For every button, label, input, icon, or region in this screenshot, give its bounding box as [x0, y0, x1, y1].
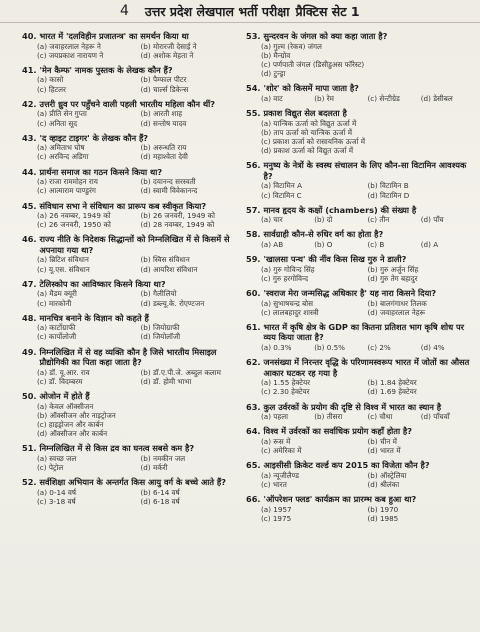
question-item: [246, 254, 470, 283]
question-number: 65.: [246, 460, 261, 471]
question-number: 44.: [22, 166, 37, 177]
answer-option: (c) 3-18 वर्ष: [37, 496, 76, 506]
answer-options: [246, 471, 470, 489]
question-text: निम्नलिखित में से वह व्यक्ति कौन है जिसे भारतीय मिसाइल प्रौद्योगिकी का पिता कहा जाता है?: [39, 346, 217, 368]
answer-option: (b) 1.84 हेक्टेयर: [367, 378, 417, 388]
question-text: संविधान सभा ने संविधान का प्रारूप कब स्वीकृत किया?: [39, 200, 207, 211]
question-text: ओजोन में होते हैं: [39, 391, 90, 402]
answer-option: (a) विटामिन A: [261, 181, 302, 191]
question-text: राज्य नीति के निदेशक सिद्धान्तों को निम्नलिखित में से किसमें से अपनाया गया था?: [39, 234, 230, 255]
question-item: [22, 313, 240, 342]
question-line: [246, 288, 470, 299]
question-text: भारत में कृषि क्षेत्र के GDP का कितना प्रतिशत भाग कृषि शोध पर व्यय किया जाता है?: [263, 321, 465, 343]
question-number: 63.: [246, 401, 261, 412]
question-text: विश्व में उर्वरकों का सर्वाधिक प्रयोग कहाँ होता है?: [263, 426, 413, 437]
answer-option: (b) 26 जनवरी, 1949 को: [140, 211, 216, 221]
question-number: 48.: [22, 312, 37, 323]
question-number: 57.: [246, 204, 261, 215]
answer-option: (a) प्रीति सेन गुप्ता: [37, 109, 87, 119]
left-question-column: [22, 31, 240, 528]
answer-options: [246, 240, 470, 249]
answer-options: [22, 255, 240, 273]
question-number: 61.: [246, 321, 261, 332]
answer-option: (b) विटामिन B: [367, 181, 409, 191]
question-item: [246, 402, 470, 422]
answer-option: (d) जियोलॉजी: [140, 332, 181, 342]
answer-option: (a) 1957: [261, 504, 292, 514]
question-number: 43.: [22, 132, 37, 143]
question-number: 54.: [246, 83, 261, 94]
answer-option: (a) AB: [261, 239, 284, 249]
question-item: [246, 426, 470, 455]
question-item: [246, 31, 470, 78]
answer-option: (d) पाँचवाँ: [420, 412, 450, 422]
answer-option: (d) स्वामी विवेकानन्द: [140, 186, 198, 196]
answer-option: (b) जियोग्राफी: [140, 323, 180, 333]
answer-option: (a) सुभाषचन्द्र बोस: [261, 298, 313, 308]
question-text: मनुष्य के नेत्रों के स्वस्थ संचालन के लिए कौन-सा विटामिन आवश्यक है?: [263, 160, 467, 181]
question-item: [246, 205, 470, 225]
answer-option: (d) मर्करी: [140, 463, 168, 473]
question-text: 'शोर' को किसमें मापा जाता है?: [263, 83, 359, 94]
answer-option: (c) 2.30 हेक्टेयर: [261, 387, 310, 397]
question-item: [246, 494, 470, 523]
answer-options: [22, 323, 240, 341]
answer-option: (c) अनिता सूद: [37, 118, 78, 128]
answer-options: [22, 177, 240, 195]
answer-option: (a) चार: [261, 215, 283, 225]
question-line: [22, 477, 240, 488]
answer-option: (d) 4%: [420, 342, 445, 352]
answer-option: (b) ऑक्सीजन और नाइट्रोजन: [37, 410, 116, 420]
question-text: निम्नलिखित में से किस द्रव का घनत्व सबसे कम है?: [39, 443, 195, 454]
question-line: [246, 460, 470, 471]
question-number: 49.: [22, 346, 37, 357]
answer-options: [246, 299, 470, 317]
answer-option: (c) हिटलर: [37, 84, 66, 94]
answer-option: (b) डॉ.ए.पी.जे. अब्दुल कलाम: [140, 367, 221, 377]
answer-option: (a) न्यूजीलैण्ड: [261, 470, 299, 480]
question-item: [22, 167, 240, 196]
question-number: 64.: [246, 426, 261, 437]
question-item: [246, 460, 470, 489]
question-number: 59.: [246, 254, 261, 265]
question-item: [246, 108, 470, 155]
question-line: [22, 347, 240, 368]
answer-options: [246, 437, 470, 455]
question-text: सार्वग्राही कौन-से रुधिर वर्ग का होता है?: [263, 229, 384, 240]
answer-option: (c) आत्माराम पाण्डुरंग: [37, 186, 96, 196]
question-text: कुल उर्वरकों के प्रयोग की दृष्टि से विश्व में भारत का स्थान है: [263, 401, 442, 412]
question-columns: [0, 23, 480, 528]
answer-options: [22, 289, 240, 307]
answer-options: [246, 181, 470, 199]
question-line: [22, 313, 240, 324]
answer-option: (c) 1975: [261, 513, 292, 523]
question-line: [246, 205, 470, 216]
answer-option: (a) रूस में: [261, 436, 291, 446]
question-item: [246, 288, 470, 317]
question-item: [246, 322, 470, 352]
question-line: [246, 229, 470, 240]
answer-option: (c) भारत: [261, 479, 287, 489]
question-line: [22, 133, 240, 144]
answer-option: (a) स्वच्छ जल: [37, 453, 77, 463]
answer-option: (b) 1970: [367, 504, 399, 514]
answer-options: [22, 75, 240, 93]
answer-option: (c) तीन: [367, 215, 390, 225]
question-line: [246, 402, 470, 413]
answer-option: (a) वाट: [261, 93, 283, 103]
question-number: 55.: [246, 108, 261, 119]
answer-option: (b) ताप ऊर्जा को यान्त्रिक ऊर्जा में: [261, 127, 352, 137]
question-item: [22, 347, 240, 386]
answer-options: [22, 488, 240, 506]
answer-option: (a) मैडम क्यूरी: [37, 289, 77, 299]
answer-option: (c) लालबहादुर शास्त्री: [261, 307, 319, 317]
question-text: उत्तरी ध्रुव पर पहुँचने वाली पहली भारतीय महिला कौन थीं?: [39, 98, 215, 109]
answer-option: (a) 26 नवम्बर, 1949 को: [37, 211, 111, 221]
answer-option: (d) डेसीबल: [420, 93, 453, 103]
question-text: प्रकाश विद्युत सेल बदलता है: [263, 108, 347, 119]
answer-option: (d) 1.69 हेक्टेयर: [367, 387, 417, 397]
page-number: 4: [120, 3, 129, 19]
question-number: 41.: [22, 64, 37, 75]
answer-option: (c) 26 जनवरी, 1950 को: [37, 220, 111, 230]
answer-option: (d) टुन्ड्रा: [261, 69, 286, 79]
question-line: [246, 160, 470, 181]
answer-option: (b) गुरु अर्जुन सिंह: [367, 264, 419, 274]
answer-option: (d) प्रकाश ऊर्जा को विद्युत ऊर्जा में: [261, 146, 354, 156]
answer-option: (c) अमेरिका में: [261, 445, 302, 455]
question-line: [22, 31, 240, 42]
question-item: [22, 99, 240, 128]
question-line: [22, 167, 240, 178]
question-number: 46.: [22, 234, 37, 245]
question-number: 56.: [246, 160, 261, 171]
question-text: 'स्वराज मेरा जन्मसिद्ध अधिकार है' यह नारा किसने दिया?: [263, 288, 437, 299]
question-text: टेलिस्कोप का आविष्कार किसने किया था?: [39, 278, 166, 289]
answer-option: (d) A: [420, 239, 439, 249]
question-item: [22, 133, 240, 162]
question-number: 62.: [246, 357, 261, 368]
answer-options: [22, 42, 240, 60]
answer-options: [246, 412, 470, 421]
answer-option: (a) कासो: [37, 75, 64, 85]
answer-options: [246, 378, 470, 396]
question-item: [22, 234, 240, 273]
answer-option: (b) दयानन्द सरस्वती: [140, 177, 196, 187]
question-number: 53.: [246, 31, 261, 41]
question-item: [246, 357, 470, 396]
question-line: [246, 494, 470, 505]
answer-option: (d) जवाहरलाल नेहरू: [367, 307, 426, 317]
answer-option: (c) जयप्रकाश नारायण ने: [37, 50, 104, 60]
question-text: आइसीसी क्रिकेट वर्ल्ड कप 2015 का विजेता कौन है?: [263, 460, 430, 471]
page-header: [0, 0, 480, 23]
answer-option: (d) विटामिन D: [367, 190, 410, 200]
answer-option: (a) अमिताभ घोष: [37, 143, 85, 153]
answer-option: (b) गैलीलियो: [140, 289, 177, 299]
question-item: [246, 160, 470, 199]
answer-option: (a) पहला: [261, 412, 288, 422]
answer-option: (a) ब्रिटिश संविधान: [37, 255, 89, 265]
answer-option: (c) सेन्टीग्रेड: [367, 93, 400, 103]
answer-option: (b) ऑस्ट्रेलिया: [367, 470, 407, 480]
answer-option: (c) चौथा: [367, 412, 393, 422]
answer-option: (a) गुल्म (रेकव) जंगल: [261, 41, 322, 51]
answer-option: (d) ऑक्सीजन और कार्बन: [37, 429, 108, 439]
question-text: मानव हृदय के कक्षों (chambers) की संख्या है: [263, 204, 417, 215]
answer-option: (b) तीसरा: [314, 412, 343, 422]
question-number: 50.: [22, 391, 37, 402]
question-line: [246, 426, 470, 437]
question-text: सर्वशिक्षा अभियान के अन्तर्गत किस आयु वर्ग के बच्चे आते हैं?: [39, 477, 226, 488]
question-line: [246, 31, 470, 42]
question-item: [246, 83, 470, 103]
question-text: 'ऑपरेशन फ्लड' कार्यक्रम का प्रारम्भ कब हुआ था?: [263, 494, 417, 505]
question-item: [22, 443, 240, 472]
question-number: 66.: [246, 494, 261, 505]
answer-option: (d) पाँच: [420, 215, 444, 225]
question-line: [22, 99, 240, 110]
question-text: जनसंख्या में निरन्तर वृद्धि के परिणामस्वरूप भारत में जोतों का औसत आकार घटकर रह गया है: [263, 357, 470, 378]
answer-option: (c) 2%: [367, 342, 391, 352]
question-item: [22, 477, 240, 506]
answer-option: (b) O: [314, 239, 333, 249]
answer-option: (a) राजा राममोहन राय: [37, 177, 98, 187]
question-text: प्रार्थना समाज का गठन किसने किया था?: [39, 166, 163, 177]
answer-options: [22, 402, 240, 439]
answer-options: [246, 119, 470, 156]
answer-option: (b) 6-14 वर्ष: [140, 487, 180, 497]
answer-option: (b) आरती शाह: [140, 109, 183, 119]
answer-option: (b) 0.5%: [314, 342, 345, 352]
answer-option: (c) मारकोनी: [37, 298, 72, 308]
answer-option: (b) अरुन्धति राय: [140, 143, 187, 153]
answer-option: (b) मैन्ग्रोव: [261, 50, 291, 60]
answer-option: (c) पेट्रोल: [37, 463, 64, 473]
answer-option: (a) डॉ. यू.आर. राव: [37, 367, 90, 377]
question-text: मानचित्र बनाने के विज्ञान को कहते हैं: [39, 312, 149, 323]
question-line: [22, 279, 240, 290]
answer-option: (c) विटामिन C: [261, 190, 302, 200]
answer-option: (d) डॉ. होमी भाभा: [140, 376, 192, 386]
answer-options: [246, 343, 470, 352]
answer-option: (b) नमकीन जल: [140, 453, 186, 463]
question-line: [22, 443, 240, 454]
question-item: [22, 31, 240, 60]
answer-option: (c) गुरु हरगोविन्द: [261, 273, 309, 283]
answer-option: (a) 0-14 वर्ष: [37, 487, 77, 497]
answer-options: [246, 42, 470, 79]
answer-options: [22, 211, 240, 229]
answer-option: (d) 1985: [367, 513, 399, 523]
answer-option: (b) बालगंगाधर तिलक: [367, 298, 427, 308]
answer-option: (d) आयरिश संविधान: [140, 264, 198, 274]
answer-option: (b) मोरारजी देसाई ने: [140, 41, 197, 51]
question-number: 60.: [246, 288, 261, 299]
answer-option: (d) अशोक मेहता ने: [140, 50, 194, 60]
answer-option: (a) यान्त्रिक ऊर्जा को विद्युत ऊर्जा में: [261, 118, 357, 128]
answer-option: (c) डॉ. विदम्बरम: [37, 376, 83, 386]
answer-option: (b) चीन में: [367, 436, 397, 446]
question-number: 58.: [246, 229, 261, 240]
answer-options: [246, 265, 470, 283]
question-text: 'द व्हाइट टाइगर' के लेखक कौन हैं?: [39, 132, 149, 143]
answer-option: (b) पैम्फाल पीटर: [140, 75, 187, 85]
right-question-column: [246, 31, 470, 528]
answer-option: (c) B: [367, 239, 385, 249]
question-item: [22, 65, 240, 94]
question-text: सुन्दरवन के जंगल को क्या कहा जाता है?: [263, 31, 388, 41]
answer-option: (c) प्रकाश ऊर्जा को रासायनिक ऊर्जा में: [261, 136, 366, 146]
answer-options: [246, 94, 470, 103]
answer-option: (c) अरविन्द अडिगा: [37, 152, 89, 162]
answer-options: [22, 143, 240, 161]
answer-option: (b) दो: [314, 215, 333, 225]
answer-option: (b) रेम: [314, 93, 334, 103]
answer-option: (d) महाश्वेता देवी: [140, 152, 188, 162]
question-line: [246, 357, 470, 378]
answer-option: (a) जवाहरलाल नेहरू ने: [37, 41, 101, 51]
question-line: [22, 391, 240, 402]
question-number: 47.: [22, 278, 37, 289]
question-line: [246, 322, 470, 343]
answer-options: [22, 368, 240, 386]
answer-option: (c) यू.एस. संविधान: [37, 264, 90, 274]
question-number: 52.: [22, 477, 37, 488]
answer-options: [246, 215, 470, 224]
question-number: 45.: [22, 200, 37, 211]
answer-option: (a) कार्टोग्राफी: [37, 323, 76, 333]
question-number: 42.: [22, 98, 37, 109]
question-line: [246, 83, 470, 94]
answer-option: (d) चार्ल्स डिकेन्स: [140, 84, 189, 94]
page-subtitle: प्रैक्टिस सेट 1: [295, 3, 360, 19]
answer-option: (a) 0.3%: [261, 342, 292, 352]
question-text: 'मेन कैम्फ' नामक पुस्तक के लेखक कौन हैं?: [39, 64, 173, 75]
question-line: [22, 65, 240, 76]
question-line: [246, 108, 470, 119]
answer-option: (c) पर्णपाती जंगल (डिसीडुअस फॉरेस्ट): [261, 59, 365, 69]
question-item: [22, 201, 240, 230]
question-number: 51.: [22, 443, 37, 454]
answer-option: (b) स्विस संविधान: [140, 255, 190, 265]
answer-option: (a) केवल ऑक्सीजन: [37, 401, 94, 411]
question-text: भारत में 'दलविहीन प्रजातन्त्र' का समर्थन किया था: [39, 31, 189, 41]
question-item: [22, 391, 240, 438]
page-title: उत्तर प्रदेश लेखपाल भर्ती परीक्षा: [144, 3, 290, 19]
answer-option: (c) कार्पोलोजी: [37, 332, 77, 342]
answer-option: (c) हाइड्रोजन और कार्बन: [37, 419, 104, 429]
answer-options: [22, 109, 240, 127]
answer-option: (d) श्रीलंका: [367, 479, 400, 489]
question-item: [22, 279, 240, 308]
answer-option: (d) गुरु तेग बहादुर: [367, 273, 418, 283]
question-line: [246, 254, 470, 265]
question-number: 40.: [22, 31, 37, 41]
answer-option: (d) भारत में: [367, 445, 401, 455]
question-line: [22, 201, 240, 212]
answer-option: (a) गुरु गोविन्द सिंह: [261, 264, 315, 274]
answer-option: (a) 1.55 हेक्टेयर: [261, 378, 311, 388]
answer-option: (d) डब्ल्यू.के. रोएण्टजन: [140, 298, 205, 308]
answer-option: (d) 28 नवम्बर, 1949 को: [140, 220, 215, 230]
question-item: [246, 229, 470, 249]
answer-options: [22, 454, 240, 472]
answer-option: (d) 6-18 वर्ष: [140, 496, 180, 506]
question-text: 'खालसा पन्थ' की नींव किस सिख गुरु ने डाली?: [263, 254, 407, 265]
answer-option: (d) सन्तोष यादव: [140, 118, 187, 128]
question-line: [22, 234, 240, 255]
answer-options: [246, 505, 470, 523]
